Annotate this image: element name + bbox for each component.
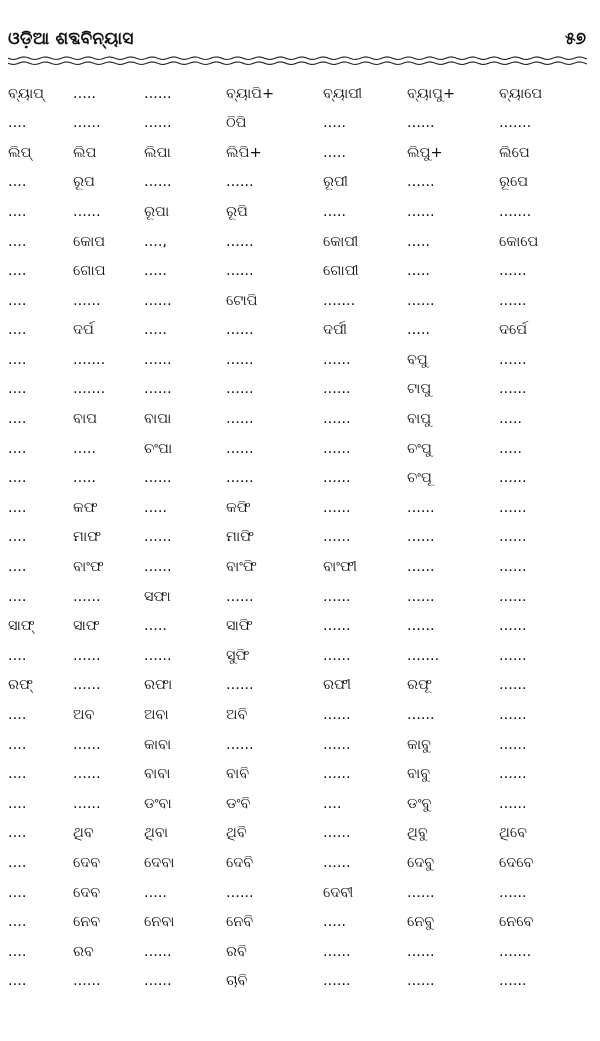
table-row [8,523,588,553]
table-cell: ...... [323,766,351,783]
table-cell: ରବ [73,943,94,960]
table-cell: ଥିବୁ [407,825,428,842]
table-cell: .... [8,411,27,428]
table-cell: ବ୍ୟାପି+ [226,85,275,102]
table-cell: ଦର୍ପେ [499,322,528,339]
table-cell: ...... [226,411,254,428]
table-cell: ଲିପା [144,144,171,161]
table-cell: .... [8,381,27,398]
table-cell: ...... [407,884,435,901]
table-cell: .... [8,470,27,487]
table-cell: ..... [144,263,168,280]
table-cell: ...... [226,677,254,694]
table-cell: ...... [226,233,254,250]
table-cell: ...... [407,203,435,220]
table-cell: ...... [323,470,351,487]
table-row [8,227,588,257]
table-cell: ...... [73,766,101,783]
table-cell: ଦେବ [73,854,101,871]
table-row [8,316,588,346]
table-cell: ...... [144,470,172,487]
table-cell: ...... [226,588,254,605]
table-cell: ...... [73,588,101,605]
table-cell: ...... [144,85,172,102]
table-cell: ...... [144,559,172,576]
table-cell: ରୂପୀ [323,174,348,191]
table-cell: ବ୍ୟାପୀ [323,85,363,102]
table-cell: ରଫା [144,677,173,694]
table-cell: ..... [73,470,97,487]
page-header [8,26,586,52]
table-cell: ବାଂଫି [226,559,257,576]
table-cell: ରଫୂ [407,677,432,694]
table-cell: .... [8,766,27,783]
table-cell: ...... [499,766,527,783]
table-cell: ...... [323,499,351,516]
table-cell: .... [8,263,27,280]
table-cell: .... [8,529,27,546]
table-cell: ବାବୁ [407,766,431,783]
table-row [8,908,588,938]
table-cell: ଦେବେ [499,854,534,871]
table-cell: ...... [323,854,351,871]
table-cell: ଚଂପୂ [407,470,432,487]
table-cell: ....... [323,292,356,309]
table-cell: ନେବେ [499,914,534,931]
table-cell: .... [8,825,27,842]
table-cell: .... [8,647,27,664]
table-cell: ଟାପୁ [407,381,432,398]
table-cell: ..... [499,411,523,428]
table-cell: କୋପୀ [323,233,359,250]
table-cell: ଦେବୁ [407,854,435,871]
table-cell: .... [8,588,27,605]
table-cell: .... [8,736,27,753]
table-cell: ମାଫି [226,529,255,546]
table-cell: ଚଂପା [144,440,173,457]
table-cell: ...... [323,440,351,457]
table-cell: ...... [407,292,435,309]
table-cell: .... [8,795,27,812]
table-cell: ଅବ [73,707,95,724]
table-cell: ...... [73,203,101,220]
table-cell: ...... [144,351,172,368]
table-cell: ...... [73,677,101,694]
table-cell: .... [8,559,27,576]
table-cell: ...... [499,470,527,487]
table-cell: ବାଂଫୀ [323,559,358,576]
table-cell: ...., [144,233,168,250]
table-row [8,878,588,908]
table-cell: ....... [499,115,532,132]
table-cell: ...... [407,943,435,960]
table-cell: .... [8,351,27,368]
table-cell: କାବା [144,736,172,753]
table-row [8,286,588,316]
table-cell: ବାଂଫ [73,559,104,576]
table-cell: ...... [226,263,254,280]
table-cell: ...... [499,707,527,724]
table-cell: ...... [73,115,101,132]
table-cell: ...... [499,499,527,516]
table-cell: .... [8,203,27,220]
table-cell: ...... [226,736,254,753]
table-cell: ନେବି [226,914,254,931]
table-cell: ଅବା [144,707,169,724]
table-cell: ରଫ୍ [8,677,33,694]
table-cell: ରବି [226,943,247,960]
table-cell: ଦର୍ପୀ [323,322,347,339]
table-cell: ସାଫ [73,618,100,635]
table-cell: ..... [73,85,97,102]
table-row [8,937,588,967]
table-cell: ରଫୀ [323,677,352,694]
table-cell: ...... [499,884,527,901]
table-cell: ....... [73,381,106,398]
table-cell: ...... [407,559,435,576]
table-row [8,79,588,109]
table-cell: ଡଂବା [144,795,172,812]
table-cell: ...... [323,351,351,368]
table-row [8,582,588,612]
table-cell: ...... [499,351,527,368]
table-cell: ଥିବା [144,825,169,842]
table-row [8,197,588,227]
table-cell: .... [8,499,27,516]
table-cell: ...... [499,647,527,664]
table-cell: ନେବା [144,914,175,931]
table-cell: ...... [73,647,101,664]
table-row [8,553,588,583]
table-cell: ରୂପେ [499,174,529,191]
table-cell: ..... [407,322,431,339]
table-cell: ...... [323,736,351,753]
table-cell: ...... [226,440,254,457]
table-cell: କୋପ [73,233,106,250]
table-cell: ..... [144,884,168,901]
table-cell: ...... [144,115,172,132]
table-cell: .... [8,440,27,457]
table-cell: କାବୁ [407,736,431,753]
table-cell: .... [8,707,27,724]
table-cell: ଲିପି+ [226,144,262,161]
table-cell: ...... [144,529,172,546]
table-cell: ...... [73,736,101,753]
table-cell: ...... [323,825,351,842]
table-cell: ...... [323,588,351,605]
table-cell: .... [8,854,27,871]
table-row [8,168,588,198]
table-row [8,493,588,523]
table-cell: ...... [407,529,435,546]
table-cell: ...... [144,647,172,664]
page-title: ଓଡ଼ିଆ ଶବ୍ଦବିନ୍ୟାସ [8,29,134,49]
table-cell: ବାପ [73,411,98,428]
table-cell: ...... [407,707,435,724]
table-cell: .... [8,174,27,191]
table-cell: ...... [226,322,254,339]
table-cell: ...... [144,381,172,398]
table-cell: ...... [226,351,254,368]
table-cell: ...... [144,292,172,309]
table-cell: ...... [407,115,435,132]
table-cell: ....... [407,647,440,664]
table-cell: ଥିବ [73,825,94,842]
table-cell: ...... [226,174,254,191]
table-cell: ...... [323,381,351,398]
table-row [8,434,588,464]
table-cell: ରୂପି [226,203,248,220]
table-cell: ଗୋପୀ [323,263,359,280]
table-cell: ..... [323,914,347,931]
table-row [8,257,588,287]
table-cell: ...... [407,618,435,635]
table-cell: ଟୋପି [226,292,258,309]
table-cell: ବ୍ୟାପେ [499,85,543,102]
table-cell: ସୁଫି [226,647,250,664]
table-row [8,641,588,671]
table-cell: ..... [144,322,168,339]
table-row [8,138,588,168]
table-cell: ଲିପେ [499,144,530,161]
table-row [8,612,588,642]
table-cell: ...... [407,499,435,516]
table-row [8,730,588,760]
table-cell: ବାବା [144,766,171,783]
table-cell: ...... [226,381,254,398]
table-cell: ..... [407,233,431,250]
table-cell: ..... [144,618,168,635]
table-cell: କୋପେ [499,233,539,250]
word-forms-table [8,79,588,996]
table-cell: .... [8,292,27,309]
table-cell: .... [8,973,27,990]
table-cell: ...... [499,263,527,280]
table-cell: ....... [499,943,532,960]
table-cell: ...... [499,973,527,990]
table-cell: ..... [499,440,523,457]
table-cell: ...... [499,736,527,753]
table-row [8,109,588,139]
table-cell: ନେବ [73,914,101,931]
table-cell: ...... [73,973,101,990]
table-cell: ..... [323,144,347,161]
table-cell: ...... [499,559,527,576]
table-cell: ସଫା [144,588,171,605]
table-cell: କଫି [226,499,251,516]
table-cell: ...... [407,588,435,605]
table-cell: ...... [499,588,527,605]
table-cell: .... [8,943,27,960]
table-cell: ବାପା [144,411,172,428]
table-row [8,671,588,701]
table-cell: ଦର୍ପ [73,322,94,339]
table-cell: ଗୋପ [73,263,106,280]
table-cell: ...... [73,795,101,812]
table-cell: ବ୍ୟାପୁ+ [407,85,456,102]
table-cell: ...... [226,470,254,487]
table-cell: ଡଂବି [226,795,251,812]
table-cell: ଠିପି [226,115,247,132]
table-cell: ବାବି [226,766,250,783]
table-cell: ...... [499,529,527,546]
table-cell: ରୂପା [144,203,170,220]
table-row [8,819,588,849]
table-cell: .... [8,914,27,931]
table-cell: ....... [499,203,532,220]
page-number: ୫୭ [564,29,586,49]
table-cell: ...... [323,943,351,960]
table-row [8,464,588,494]
table-cell: ଦେବି [226,854,254,871]
table-cell: ..... [144,499,168,516]
table-cell: .... [323,795,342,812]
table-cell: ...... [323,707,351,724]
table-cell: ବାପୁ [407,411,432,428]
table-row [8,760,588,790]
table-cell: ...... [144,943,172,960]
table-cell: ...... [323,529,351,546]
table-cell: ...... [407,973,435,990]
table-cell: ଦେବା [144,854,175,871]
table-cell: .... [8,884,27,901]
table-cell: ବପୁ [407,351,428,368]
table-cell: .... [8,115,27,132]
table-cell: ...... [323,618,351,635]
table-cell: ..... [73,440,97,457]
table-cell: ଥିବେ [499,825,527,842]
table-cell: କଫ [73,499,98,516]
table-row [8,700,588,730]
table-row [8,405,588,435]
table-cell: ଲିପୁ+ [407,144,443,161]
table-cell: ...... [499,618,527,635]
table-cell: ...... [226,884,254,901]
table-cell: ବ୍ୟାପ୍ [8,85,45,102]
table-cell: ସାଫି [226,618,253,635]
table-cell: ...... [499,381,527,398]
table-row [8,967,588,997]
table-cell: .... [8,233,27,250]
table-cell: ରୂପ [73,174,95,191]
table-cell: ..... [407,263,431,280]
table-cell: ମାଫ [73,529,102,546]
table-cell: .... [8,322,27,339]
table-row [8,375,588,405]
table-cell: ...... [407,174,435,191]
table-cell: ...... [323,973,351,990]
table-cell: ...... [144,973,172,990]
table-cell: ..... [323,203,347,220]
table-cell: ସାଫ୍ [8,618,35,635]
table-cell: ...... [323,647,351,664]
table-row [8,789,588,819]
table-row [8,345,588,375]
table-cell: ଲିପ [73,144,97,161]
table-cell: ଚାବି [226,973,248,990]
table-cell: ଅବି [226,707,248,724]
table-cell: ଲିପ୍ [8,144,32,161]
word-forms-table-body [8,79,588,996]
table-cell: ...... [144,174,172,191]
table-cell: ନେବୁ [407,914,435,931]
table-cell: ...... [323,411,351,428]
table-cell: ...... [499,795,527,812]
table-cell: ...... [499,292,527,309]
table-cell: ...... [499,677,527,694]
table-cell: ଦେବୀ [323,884,354,901]
table-row [8,848,588,878]
wavy-divider [8,55,588,67]
table-cell: ଡଂବୁ [407,795,432,812]
table-cell: ...... [73,292,101,309]
table-cell: ଥିବି [226,825,247,842]
table-cell: ଚଂପୁ [407,440,432,457]
table-cell: ଦେବ [73,884,101,901]
table-cell: ..... [323,115,347,132]
table-cell: ....... [73,351,106,368]
